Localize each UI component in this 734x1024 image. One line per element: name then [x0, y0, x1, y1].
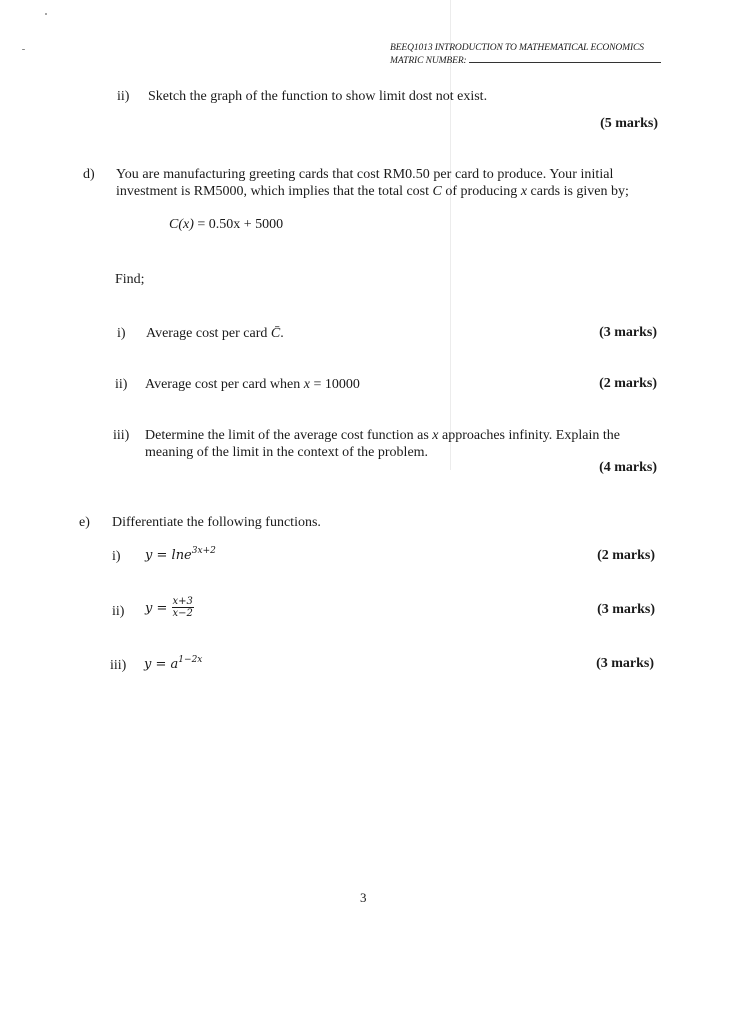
question-d-ii-number: ii) [115, 377, 128, 392]
question-e-iii-function: $y = a^{1-2x}$ [144, 655, 203, 672]
question-d-label: d) [83, 167, 95, 182]
question-d-ii-marks: (2 marks) [599, 376, 657, 391]
question-d-iii-marks: (4 marks) [599, 460, 657, 475]
page-number: 3 [360, 890, 367, 905]
question-e-label: e) [79, 515, 90, 530]
fraction: $\frac{x+3}{x-2}$ [172, 596, 193, 619]
question-e-i-marks: (2 marks) [597, 548, 655, 563]
course-header: BEEQ1013 INTRODUCTION TO MATHEMATICAL ECONOMICS [390, 43, 644, 53]
scan-speck [45, 13, 47, 15]
question-e-ii-function: y = $\frac{x+3}{x-2}$ [145, 596, 193, 619]
question-d-iii-line1: Determine the limit of the average cost function as x approaches infinity. Explain the [145, 428, 620, 443]
question-c-ii-text: Sketch the graph of the function to show limit dost not exist. [148, 89, 488, 104]
question-e-i-number: i) [112, 549, 121, 564]
cost-equation: C(x) = 0.50x + 5000 [169, 217, 284, 232]
question-e-ii-marks: (3 marks) [597, 602, 655, 617]
question-e-ii-number: ii) [112, 604, 125, 619]
question-e-i-function: y = lne$^{3x+2}$ [145, 546, 216, 563]
question-e-intro: Differentiate the following functions. [112, 515, 321, 530]
question-d-i-text: Average cost per card C̄. [146, 326, 284, 341]
question-e-iii-number: iii) [110, 658, 127, 673]
page-fold-line [450, 0, 451, 470]
question-d-ii-text: Average cost per card when x = 10000 [145, 377, 360, 392]
question-d-line1: You are manufacturing greeting cards that cost RM0.50 per card to produce. Your initial [116, 167, 614, 182]
question-d-line2: investment is RM5000, which implies that the total cost C of producing x cards is given by; [116, 184, 629, 199]
matric-number-blank [469, 54, 661, 63]
find-label: Find; [115, 272, 145, 287]
question-c-ii-marks: (5 marks) [600, 116, 658, 131]
question-d-iii-number: iii) [113, 428, 130, 443]
question-d-i-marks: (3 marks) [599, 325, 657, 340]
question-c-ii-number: ii) [117, 89, 130, 104]
scan-speck [22, 49, 25, 50]
matric-number-label: MATRIC NUMBER: [390, 54, 661, 67]
question-d-iii-line2: meaning of the limit in the context of the problem. [145, 445, 429, 460]
question-e-iii-marks: (3 marks) [596, 656, 654, 671]
question-d-i-number: i) [117, 326, 126, 341]
